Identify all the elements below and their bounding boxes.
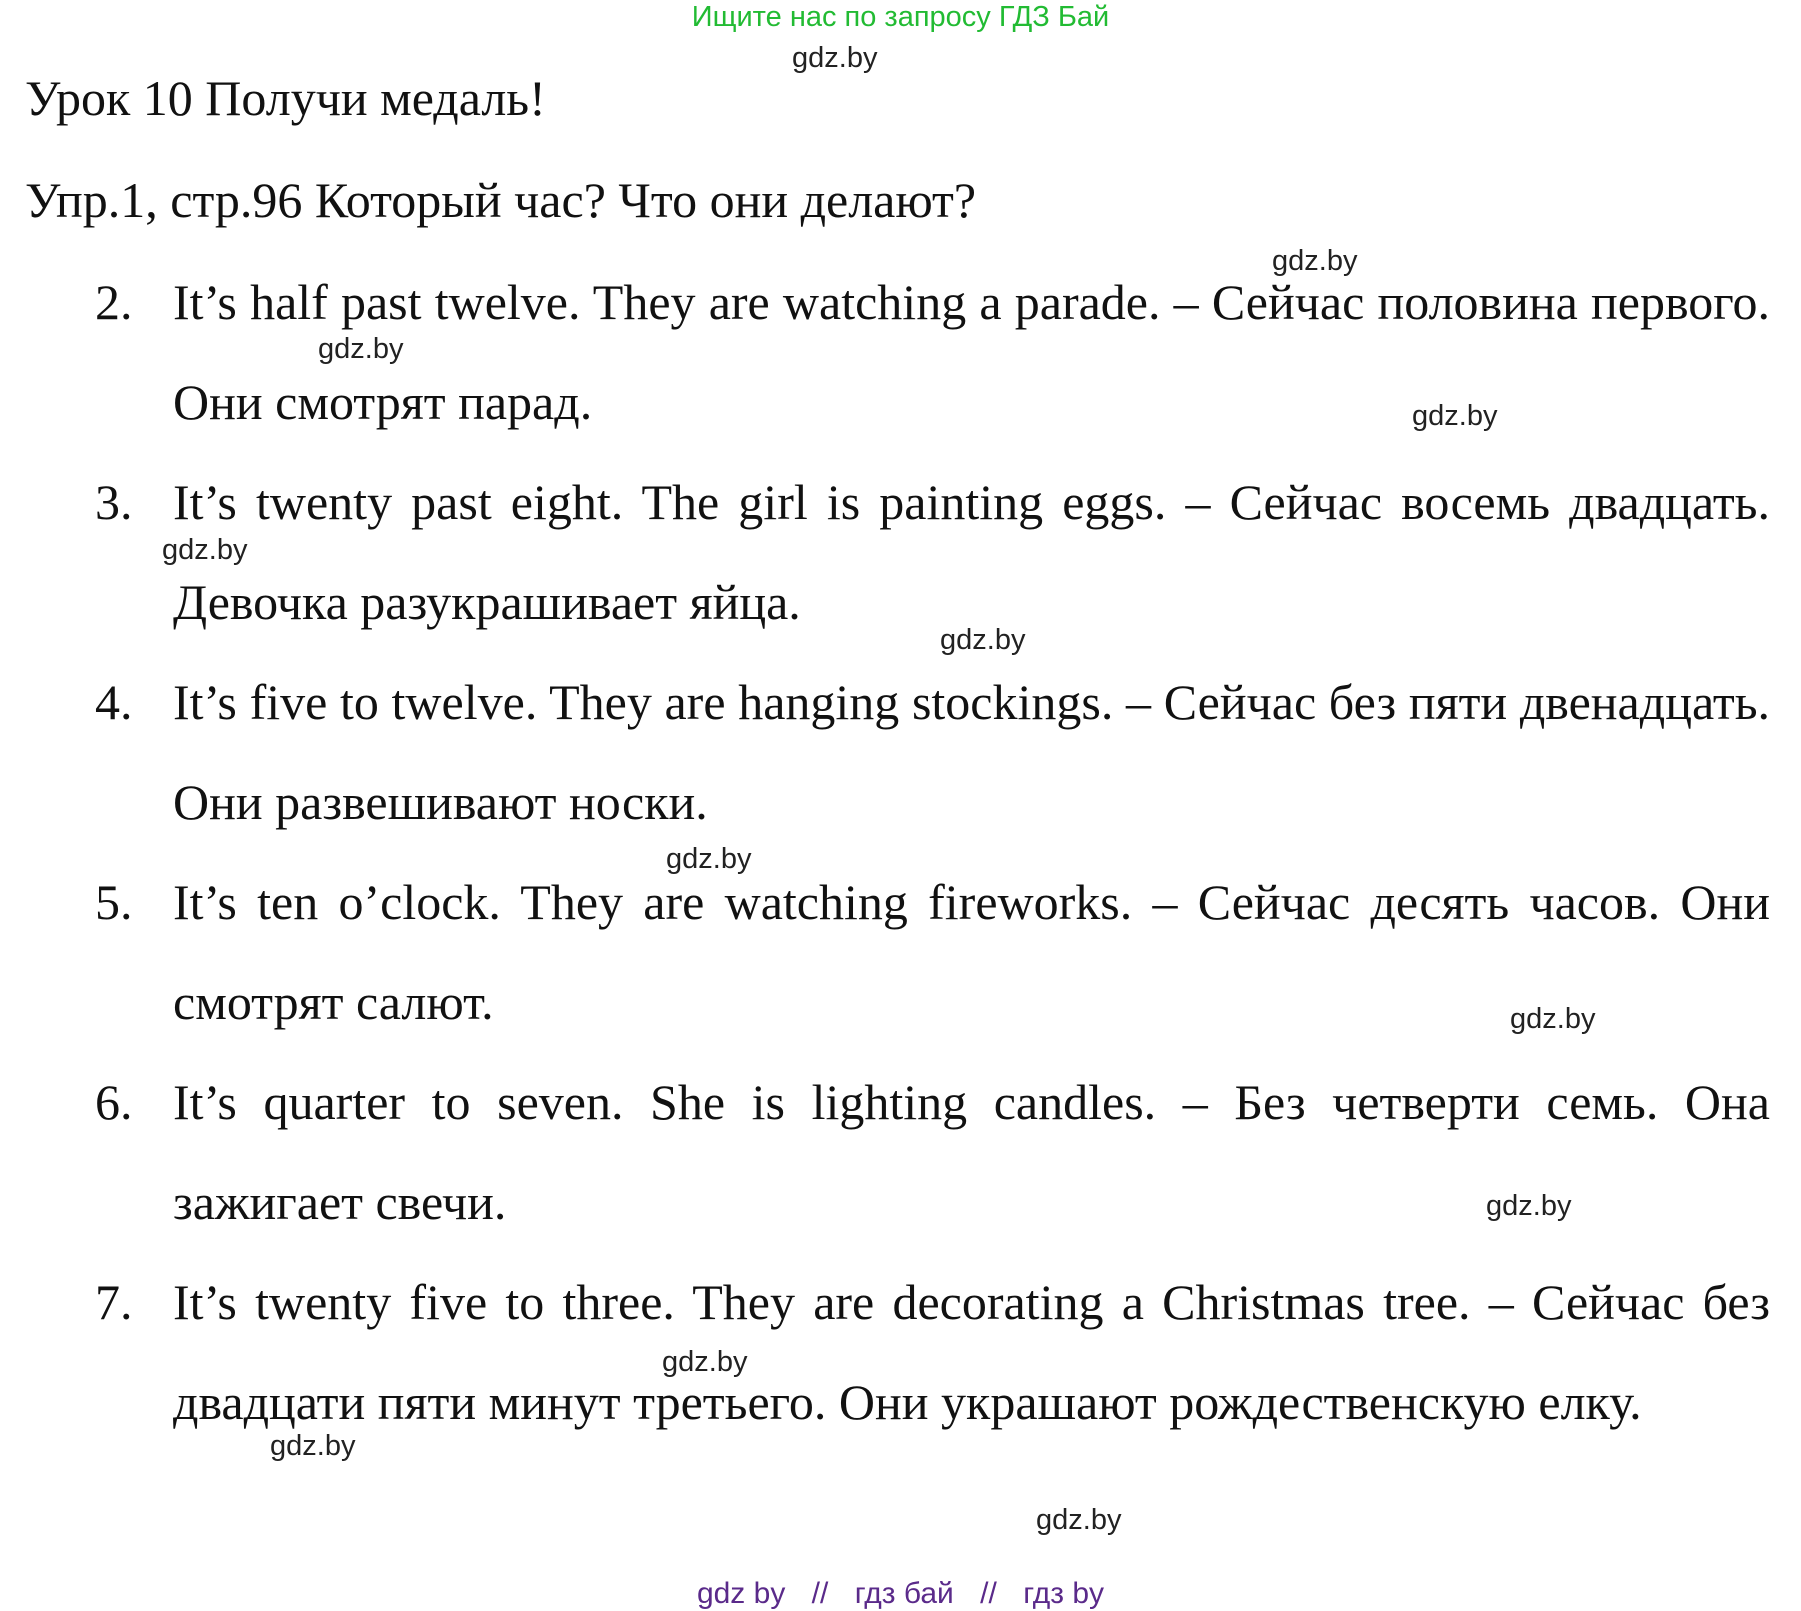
watermark: gdz.by bbox=[162, 534, 248, 566]
watermark: gdz.by bbox=[792, 42, 878, 74]
footer-separator: // bbox=[980, 1577, 997, 1610]
answer-text: It’s ten o’clock. They are watching fireworks. – Сейчас десять часов. Они смотрят салют. bbox=[173, 874, 1770, 1030]
footer-separator: // bbox=[811, 1577, 829, 1610]
answer-number: 3. bbox=[95, 474, 133, 530]
lesson-title: Урок 10 Получи медаль! bbox=[25, 70, 546, 126]
watermark: gdz.by bbox=[940, 624, 1026, 656]
watermark: gdz.by bbox=[270, 1430, 356, 1462]
footer-link[interactable]: гдз by bbox=[1023, 1577, 1105, 1610]
watermark: gdz.by bbox=[662, 1346, 748, 1378]
watermark: gdz.by bbox=[666, 843, 752, 875]
answer-number: 6. bbox=[95, 1074, 133, 1130]
watermark: gdz.by bbox=[1036, 1504, 1122, 1536]
answer-number: 2. bbox=[95, 274, 133, 330]
answer-text: It’s quarter to seven. She is lighting candles. – Без четверти семь. Она зажигает свечи. bbox=[173, 1074, 1770, 1230]
watermark: gdz.by bbox=[318, 333, 404, 365]
watermark: gdz.by bbox=[1486, 1190, 1572, 1222]
answer-text: It’s twenty five to three. They are decorating a Christmas tree. – Сейчас без двадцати пяти минут третьего. Они украшают рождественскую елку. bbox=[173, 1274, 1770, 1430]
exercise-heading: Упр.1, стр.96 Который час? Что они делают? bbox=[25, 172, 977, 228]
footer-link[interactable]: gdz by bbox=[696, 1577, 786, 1610]
answer-number: 4. bbox=[95, 674, 133, 730]
footer-links bbox=[0, 1577, 1801, 1611]
watermark: gdz.by bbox=[1510, 1003, 1596, 1035]
answer-number: 7. bbox=[95, 1274, 133, 1330]
footer-link[interactable]: гдз бай bbox=[854, 1577, 954, 1610]
watermark: gdz.by bbox=[1272, 245, 1358, 277]
answer-text: It’s half past twelve. They are watching a parade. – Сейчас половина первого. Они смотрят парад. bbox=[173, 274, 1770, 430]
watermark: gdz.by bbox=[1412, 400, 1498, 432]
answer-text: It’s twenty past eight. The girl is painting eggs. – Сейчас восемь двадцать. Девочка разукрашивает яйца. bbox=[173, 474, 1770, 630]
answer-number: 5. bbox=[95, 874, 133, 930]
answer-text: It’s five to twelve. They are hanging stockings. – Сейчас без пяти двенадцать. Они развешивают носки. bbox=[173, 674, 1770, 830]
search-banner: Ищите нас по запросу ГДЗ Бай bbox=[691, 1, 1110, 33]
